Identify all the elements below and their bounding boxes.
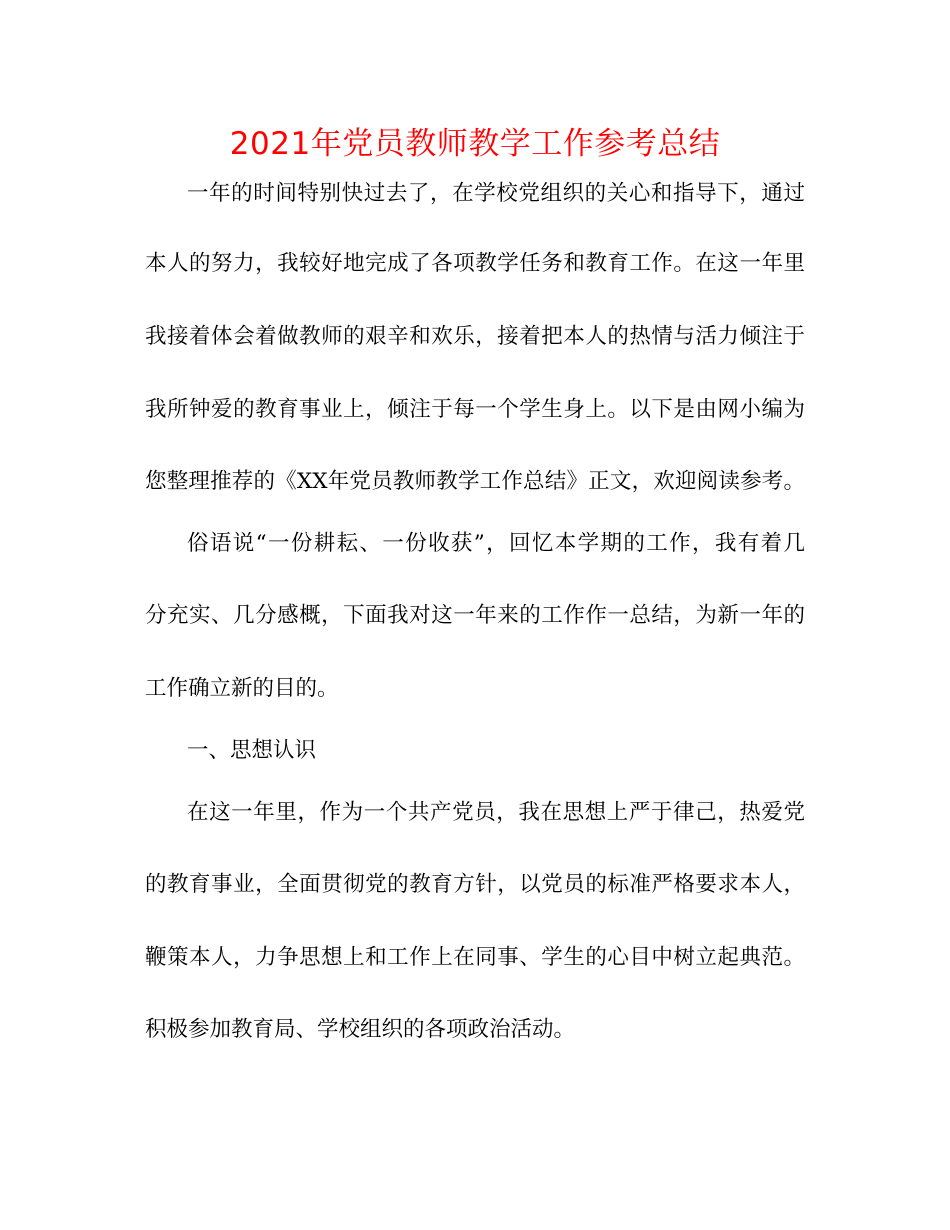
- paragraph-3-line-4: 积极参加教育局、学校组织的各项政治活动。: [145, 1017, 576, 1042]
- paragraph-1-line-3: 我接着体会着做教师的艰辛和欢乐，接着把本人的热情与活力倾注于: [145, 324, 805, 349]
- paragraph-2-line-1: 俗语说“一份耕耘、一份收获”，回忆本学期的工作，我有着几: [187, 531, 805, 556]
- paragraph-2-line-2: 分充实、几分感概，下面我对这一年来的工作作一总结，为新一年的: [145, 603, 805, 628]
- paragraph-1-line-4: 我所钟爱的教育事业上，倾注于每一个学生身上。以下是由网小编为: [145, 397, 805, 422]
- paragraph-3-line-1: 在这一年里，作为一个共产党员，我在思想上严于律己，热爱党: [187, 800, 805, 825]
- section-heading: 一、思想认识: [187, 738, 317, 763]
- paragraph-1-line-2: 本人的努力，我较好地完成了各项教学任务和教育工作。在这一年里: [145, 251, 805, 276]
- paragraph-1-line-5: 您整理推荐的《XX年党员教师教学工作总结》正文，欢迎阅读参考。: [145, 469, 805, 494]
- document-title: 2021年党员教师教学工作参考总结: [229, 126, 721, 162]
- paragraph-1-line-1: 一年的时间特别快过去了，在学校党组织的关心和指导下，通过: [187, 181, 805, 206]
- paragraph-2-line-3: 工作确立新的目的。: [145, 676, 339, 701]
- paragraph-3-line-2: 的教育事业，全面贯彻党的教育方针，以党员的标准严格要求本人，: [145, 872, 805, 897]
- paragraph-3-line-3: 鞭策本人，力争思想上和工作上在同事、学生的心目中树立起典范。: [145, 945, 805, 970]
